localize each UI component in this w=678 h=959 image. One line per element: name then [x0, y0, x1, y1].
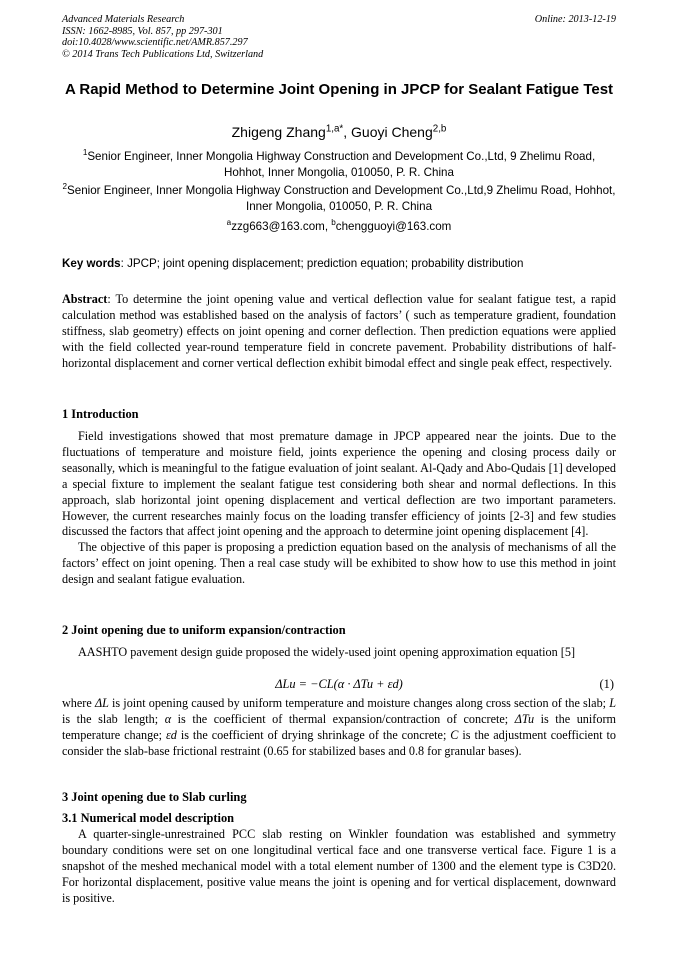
- symbol-l: L: [609, 696, 617, 710]
- symbol-delta-tu: ΔTu: [514, 711, 535, 726]
- equation-1-formula: ΔLu = −CL(α · ΔTu + εd): [275, 677, 403, 691]
- affiliation-2-text: Senior Engineer, Inner Mongolia Highway Construction and Development Co.,Ltd,9 Zhelimu Road, Hohhot, Inner Mongolia, 010050, P. R. China: [67, 184, 616, 213]
- equation-1-number: (1): [599, 677, 614, 691]
- text-run: is the coefficient of drying shrinkage of the concrete;: [176, 727, 451, 742]
- section-1-heading: 1 Introduction: [62, 407, 139, 421]
- section-2-paragraph-1: AASHTO pavement design guide proposed the widely-used joint opening approximation equation [5]: [78, 645, 575, 659]
- email-a[interactable]: zzg663@163.com: [231, 220, 325, 233]
- keywords-text: : JPCP; joint opening displacement; prediction equation; probability distribution: [120, 257, 524, 270]
- author-1-name: Zhigeng Zhang: [231, 124, 326, 140]
- symbol-epsilon-d: εd: [165, 727, 177, 742]
- email-a-superscript: a: [226, 218, 232, 228]
- section-3-heading: 3 Joint opening due to Slab curling: [62, 790, 247, 804]
- keywords: [62, 256, 616, 272]
- affiliation-1-number: 1: [82, 148, 88, 158]
- affiliation-2-number: 2: [62, 182, 68, 192]
- section-2-heading: 2 Joint opening due to uniform expansion/contraction: [62, 623, 346, 637]
- abstract: [62, 292, 616, 372]
- keywords-label: Key words: [62, 257, 121, 270]
- journal-name: Advanced Materials Research: [62, 14, 185, 25]
- symbol-c: C: [450, 727, 459, 742]
- doi-line: doi:10.4028/www.scientific.net/AMR.857.297: [62, 37, 248, 49]
- section-3-1-heading: 3.1 Numerical model description: [62, 811, 235, 825]
- affiliation-1-text: Senior Engineer, Inner Mongolia Highway Construction and Development Co.,Ltd, 9 Zhelimu Road, Hohhot, Inner Mongolia, 010050, P. R. China: [87, 150, 596, 179]
- journal-header: [62, 14, 616, 60]
- affiliation-2: [62, 183, 616, 215]
- abstract-label: Abstract: [62, 292, 108, 306]
- author-2-name: Guoyi Cheng: [351, 124, 433, 140]
- text-run: is the slab length;: [62, 711, 165, 726]
- email-separator: ,: [324, 220, 332, 233]
- section-2-variable-definitions: [62, 696, 616, 760]
- text-run: where: [62, 696, 95, 710]
- email-b[interactable]: chengguoyi@163.com: [335, 220, 452, 233]
- section-3-body: [62, 827, 616, 907]
- author-emails: [62, 219, 616, 235]
- text-run: is the adjustment coefficient to consider the slab-base frictional restraint (0.65 for stabilized bases and 0.8 for granular bases).: [62, 727, 617, 758]
- symbol-delta-l: ΔL: [94, 696, 109, 710]
- issn-line: ISSN: 1662-8985, Vol. 857, pp 297-301: [62, 25, 223, 37]
- author-list: [62, 123, 616, 141]
- section-1-paragraph-2: The objective of this paper is proposing a prediction equation based on the analysis of mechanisms of all the factors’ effect on joint opening. Then a real case study will be exhibited to show how to use this method in joint design and sealant fatigue evaluation.: [62, 540, 616, 587]
- section-1-paragraph-1: Field investigations showed that most premature damage in JPCP appeared near the joints. Due to the fluctuations of temperature and moisture field, joints experience the opening and closing process daily or seasonally, which is meaningful to the fatigue evaluation of joint sealant. Al-Qady and Abo-Qudais [1] developed a special fixture to implement the sealant fatigue test considering both shear and normal deflections. In this approach, slab horizontal joint opening displacement and vertical deflection are two important parameters. However, the current researches mainly focus on the loading transfer efficiency of joints [2-3] and few studies discussed the factors that affect joint opening and the approach to determine joint opening displacement [4].: [62, 429, 616, 539]
- copyright-line: © 2014 Trans Tech Publications Ltd, Switzerland: [62, 48, 264, 60]
- text-run: is the coefficient of thermal expansion/contraction of concrete;: [171, 711, 515, 726]
- section-2-intro: [62, 645, 616, 661]
- abstract-text: : To determine the joint opening value and vertical deflection value for sealant fatigue test, a rapid calculation method was established based on the analysis of factors’ ( such as temperature gradient, foundation stiffness, slab geometry) effects on joint opening and corner deflection. Then prediction equations were applied with the field collected year-round temperature field in concrete pavement. Probability distributions of half-horizontal displacement and corner vertical deflection exhibit bimodal effect and single peak effect, respectively.: [62, 292, 616, 370]
- symbol-alpha: α: [164, 711, 172, 726]
- author-separator: ,: [343, 124, 352, 140]
- affiliation-1: [62, 149, 616, 181]
- text-run: is joint opening caused by uniform temperature and moisture changes along cross section of the slab;: [108, 696, 610, 710]
- section-3-paragraph-1: A quarter-single-unrestrained PCC slab resting on Winkler foundation was established and symmetry boundary conditions were set on one longitudinal vertical face and one transverse vertical face. Figure 1 is a snapshot of the meshed mechanical model with a total element number of 1300 and the element type is C3D20. For horizontal displacement, positive value means the joint is opening and for vertical displacement, downward is positive.: [62, 827, 616, 905]
- author-1-superscript: 1,a*: [325, 123, 344, 135]
- section-1-body: [62, 429, 616, 588]
- paper-title: A Rapid Method to Determine Joint Opening in JPCP for Sealant Fatigue Test: [64, 81, 614, 98]
- email-b-superscript: b: [331, 218, 336, 228]
- equation-1: [62, 677, 616, 695]
- author-2-superscript: 2,b: [432, 123, 447, 135]
- text-run: is the uniform temperature change;: [62, 711, 616, 742]
- online-date: Online: 2013-12-19: [534, 14, 616, 25]
